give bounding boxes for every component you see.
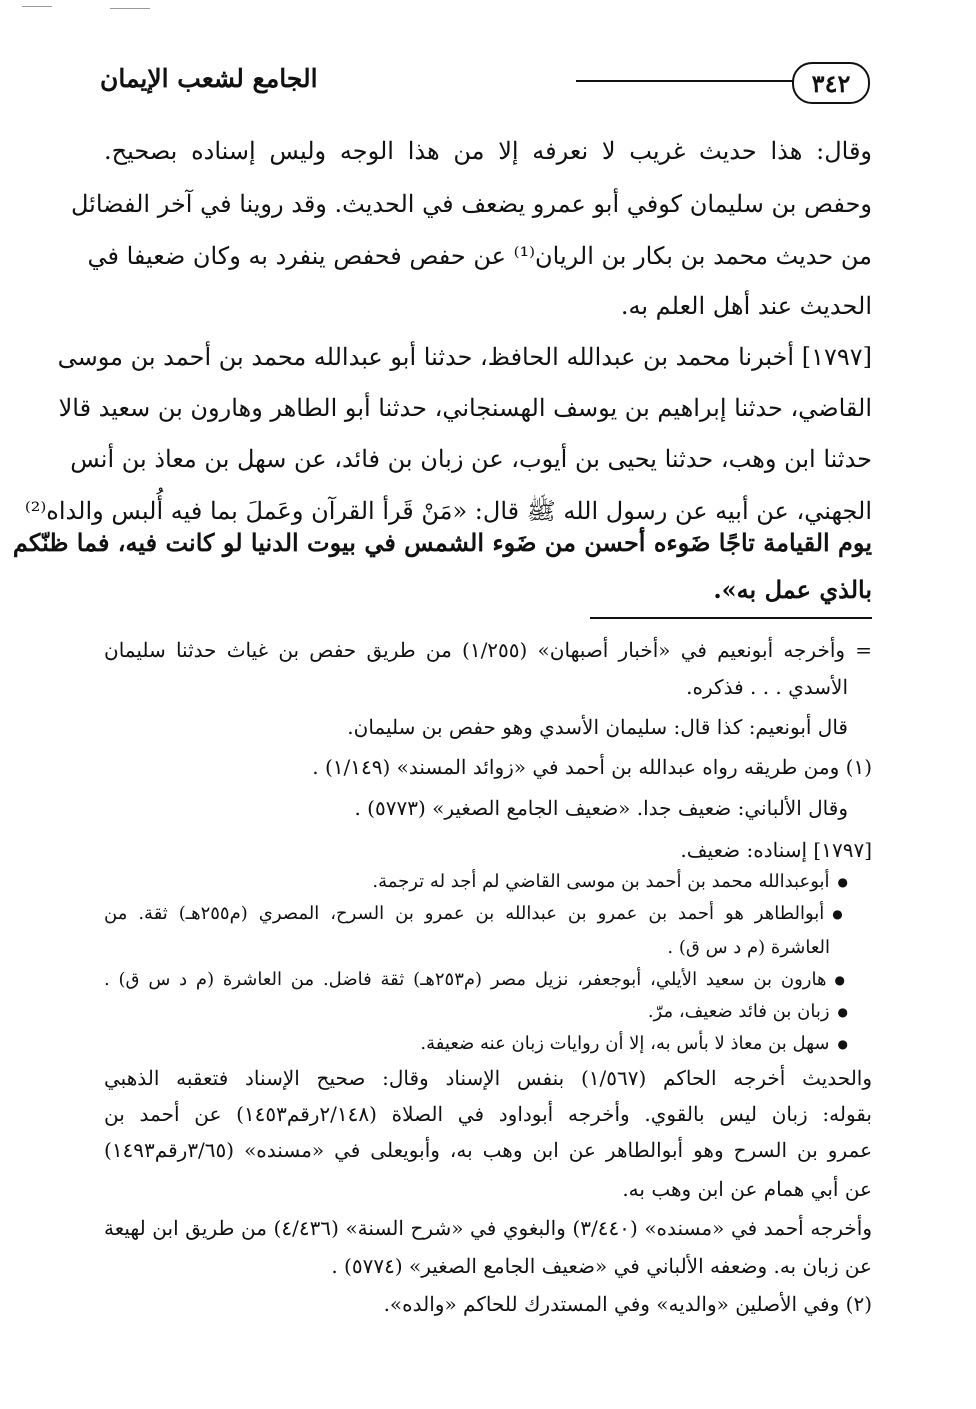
scan-mark: [110, 8, 150, 9]
body-line: حدثنا ابن وهب، حدثنا يحيى بن أيوب، عن زبان بن فائد، عن سهل بن معاذ بن أنس: [70, 445, 872, 473]
scan-mark: [22, 6, 52, 7]
page-number: ٣٤٢: [792, 62, 870, 104]
body-line: الجهني، عن أبيه عن رسول الله ﷺ قال: «مَنْ قَرأ القرآن وعَملَ بما فيه أُلبس والداه⁽²⁾: [24, 497, 872, 525]
footnote-bullet-item: ● سهل بن معاذ لا بأس به، إلا أن روايات زبان عنه ضعيفة.: [420, 1033, 848, 1054]
footnote-bullet-item: ● هارون بن سعيد الأيلي، أبوجعفر، نزيل مصر (م٢٥٣هـ) ثقة فاضل. من العاشرة (م د س ق) .: [104, 969, 848, 990]
body-line: [١٧٩٧] أخبرنا محمد بن عبدالله الحافظ، حدثنا أبو عبدالله محمد بن أحمد بن موسى: [57, 343, 872, 371]
footnote-bullet-item: ● أبوالطاهر هو أحمد بن عمرو بن عبدالله بن عمرو بن السرح، المصري (م٢٥٥هـ) ثقة. من: [104, 903, 848, 924]
hadith-text-line: بالذي عمل به».: [713, 575, 872, 604]
footnote-line: العاشرة (م د س ق) .: [667, 937, 830, 958]
footnote-line: قال أبونعيم: كذا قال: سليمان الأسدي وهو حفص بن سليمان.: [347, 715, 848, 739]
body-line: القاضي، حدثنا إبراهيم بن يوسف الهسنجاني، حدثنا أبو الطاهر وهارون بن سعيد قالا: [58, 394, 872, 422]
footnote-bullet-item: ● أبوعبدالله محمد بن أحمد بن موسى القاضي لم أجد له ترجمة.: [372, 871, 848, 892]
footnote-divider: [590, 617, 872, 619]
footnote-line: وأخرجه أحمد في «مسنده» (٣/٤٤٠) والبغوي في «شرح السنة» (٤/٤٣٦) من طريق ابن لهيعة: [104, 1216, 873, 1240]
footnote-line: عن زبان به. وضعفه الألباني في «ضعيف الجامع الصغير» (٥٧٧٤) .: [331, 1254, 872, 1278]
footnote-line: (١) ومن طريقه رواه عبدالله بن أحمد في «زوائد المسند» (١/١٤٩) .: [312, 755, 872, 779]
running-title: الجامع لشعب الإيمان: [100, 64, 318, 93]
footnote-line: = وأخرجه أبونعيم في «أخبار أصبهان» (١/٢٥٥) من طريق حفص بن غياث حدثنا سليمان: [104, 638, 872, 662]
footnote-line: وقال الألباني: ضعيف جدا. «ضعيف الجامع الصغير» (٥٧٧٣) .: [354, 796, 848, 820]
page-header: [100, 58, 870, 106]
footnote-line: عن أبي همام عن ابن وهب به.: [622, 1177, 872, 1201]
footnote-line: بقوله: زبان ليس بالقوي. وأخرجه أبوداود في الصلاة (٢/١٤٨رقم١٤٥٣) عن أحمد بن: [104, 1102, 872, 1126]
footnote-line: عمرو بن السرح وهو أبوالطاهر عن ابن وهب به، وأبويعلى في «مسنده» (٣/٦٥رقم١٤٩٣): [104, 1138, 872, 1162]
footnote-line: (٢) وفي الأصلين «والديه» وفي المستدرك للحاكم «والده».: [383, 1292, 872, 1316]
footnote-line: [١٧٩٧] إسناده: ضعيف.: [680, 838, 872, 862]
body-line: وحفص بن سليمان كوفي أبو عمرو يضعف في الحديث. وقد روينا في آخر الفضائل: [70, 190, 872, 218]
body-line: الحديث عند أهل العلم به.: [620, 292, 872, 320]
hadith-text-line: يوم القيامة تاجًا ضَوءه أحسن من ضَوء الشمس في بيوت الدنيا لو كانت فيه، فما ظنّكم: [12, 528, 872, 557]
footnote-bullet-item: ● زبان بن فائد ضعيف، مرّ.: [648, 1001, 848, 1022]
body-line: من حديث محمد بن بكار بن الريان⁽¹⁾ عن حفص فحفص ينفرد به وكان ضعيفا في: [87, 242, 872, 270]
footnote-line: الأسدي . . . فذكره.: [686, 675, 848, 699]
header-rule: [576, 80, 794, 82]
body-line: وقال: هذا حديث غريب لا نعرفه إلا من هذا الوجه وليس إسناده بصحيح.: [104, 137, 872, 165]
footnote-line: والحديث أخرجه الحاكم (١/٥٦٧) بنفس الإسناد وقال: صحيح الإسناد فتعقبه الذهبي: [104, 1066, 872, 1090]
